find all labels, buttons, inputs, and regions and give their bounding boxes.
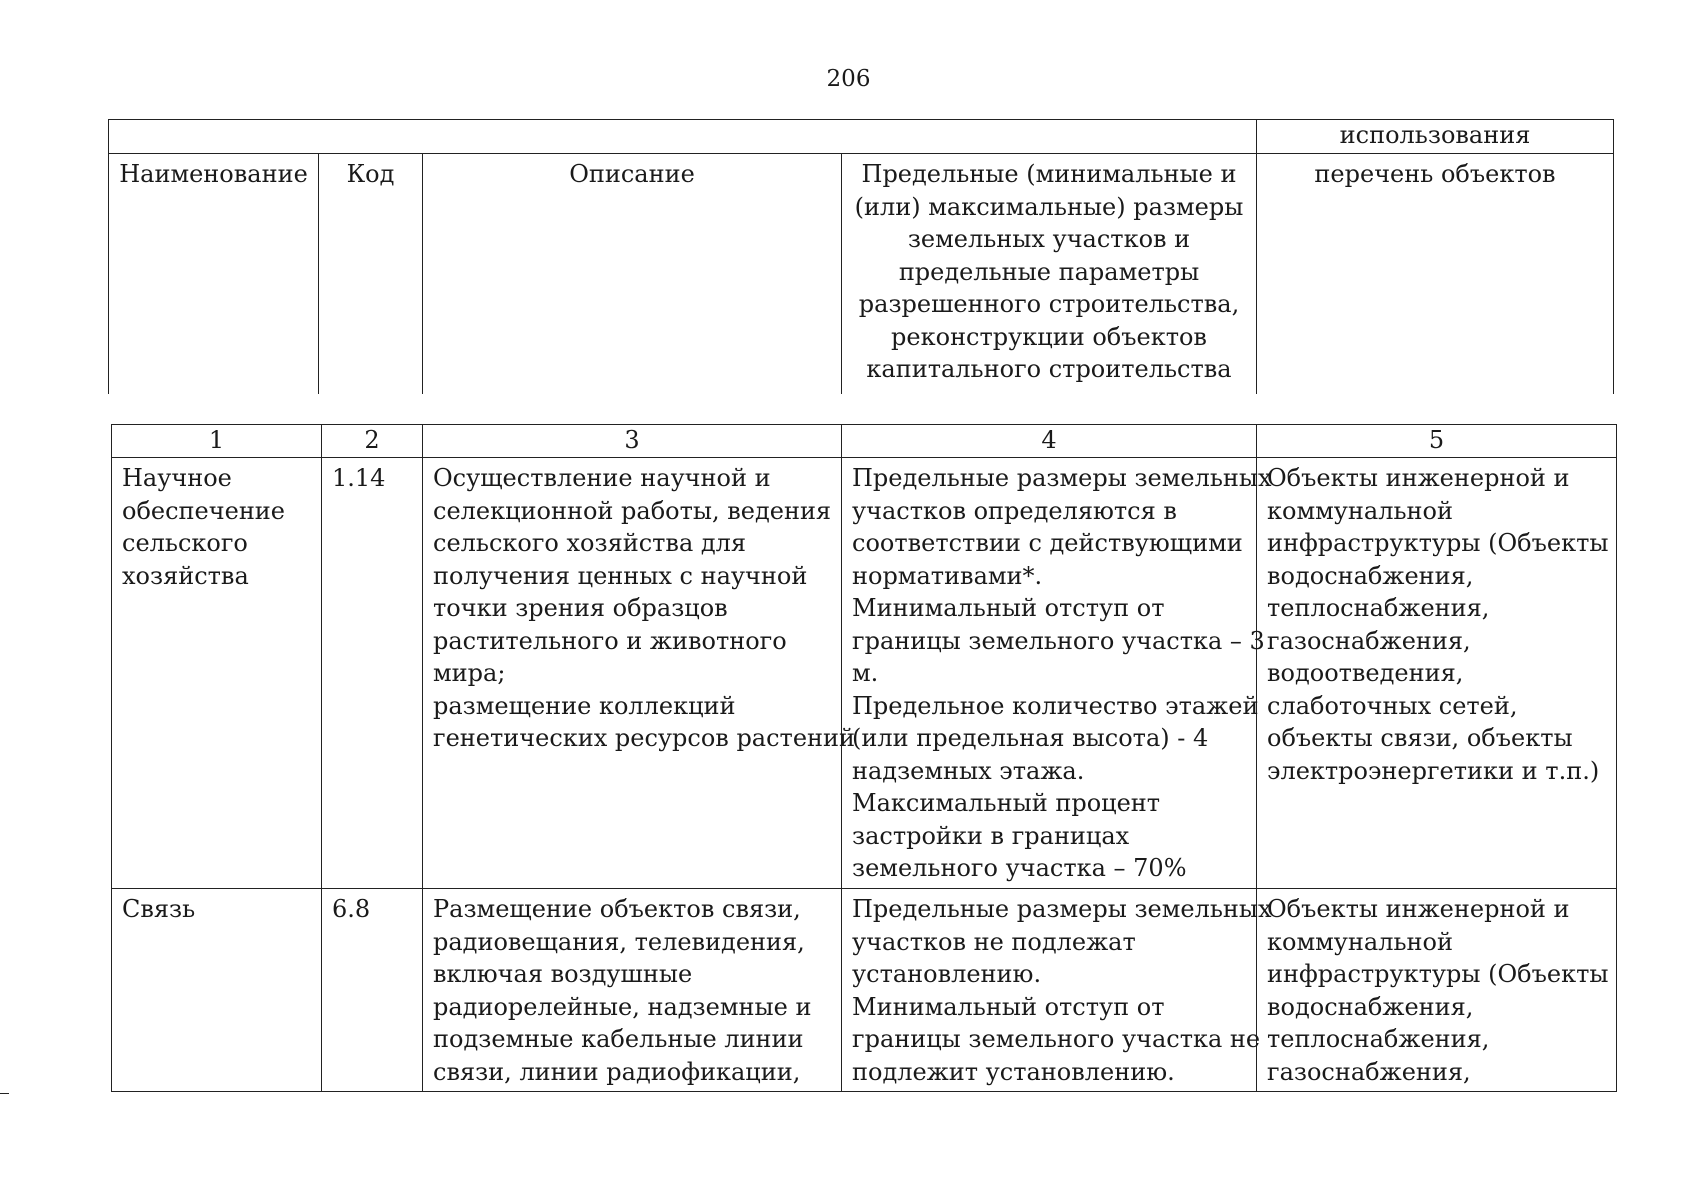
cell-line: границы земельного участка не xyxy=(852,1025,1261,1053)
header-col-limits-line: реконструкции объектов xyxy=(891,322,1207,351)
cell-line: подлежит установлению. xyxy=(852,1057,1175,1086)
cell-line: хозяйства xyxy=(122,561,249,590)
cell-line: Максимальный процент xyxy=(852,789,1161,817)
header-top-row xyxy=(109,120,1614,154)
cell-line: получения ценных с научной xyxy=(433,561,808,590)
cell-line: радиовещания, телевидения, xyxy=(433,927,805,956)
header-col-limits xyxy=(842,154,1257,395)
header-col-limits-line: капитального строительства xyxy=(866,355,1232,383)
cell-line: нормативами*. xyxy=(852,561,1043,590)
cell-line: надземных этажа. xyxy=(852,756,1085,785)
cell-line: соответствии с действующими xyxy=(852,529,1243,557)
header-col-name: Наименование xyxy=(109,154,319,395)
cell-line: подземные кабельные линии xyxy=(433,1025,804,1053)
table-row xyxy=(112,889,1617,1092)
cell-line: Предельные размеры земельных xyxy=(852,895,1272,923)
cell-line: Минимальный отступ от xyxy=(852,594,1165,622)
cell-line: границы земельного участка – 3 xyxy=(852,626,1265,655)
cell-line: земельного участка – 70% xyxy=(852,854,1187,882)
cell-line: водоснабжения, xyxy=(1267,561,1474,590)
cell-line: электроэнергетики и т.п.) xyxy=(1267,756,1600,785)
header-col-description: Описание xyxy=(423,154,842,395)
cell-line: Связь xyxy=(122,895,196,923)
cell-line: слаботочных сетей, xyxy=(1267,691,1518,720)
cell-line: Предельные размеры земельных xyxy=(852,464,1272,492)
cell-code: 1.14 xyxy=(322,458,423,889)
header-table xyxy=(108,119,1614,394)
cell-line: теплоснабжения, xyxy=(1267,1025,1490,1053)
cell-line: включая воздушные xyxy=(433,960,693,988)
cell-limits xyxy=(842,458,1272,889)
cell-line: м. xyxy=(852,659,879,687)
cell-line: мира; xyxy=(433,659,506,687)
cell-line: Научное xyxy=(122,464,232,492)
cell-code: 6.8 xyxy=(322,889,423,1092)
cell-line: инфраструктуры (Объекты xyxy=(1267,529,1609,557)
cell-line: точки зрения образцов xyxy=(433,594,728,622)
cell-line: радиорелейные, надземные и xyxy=(433,992,812,1021)
cell-line: газоснабжения, xyxy=(1267,1057,1471,1086)
header-col-limits-line: разрешенного строительства, xyxy=(858,290,1240,318)
cell-line: застройки в границах xyxy=(852,821,1130,850)
header-top-right-cell: использования xyxy=(1257,120,1614,154)
cell-line: Предельное количество этажей xyxy=(852,691,1259,720)
cell-line: Размещение объектов связи, xyxy=(433,895,801,923)
page-number: 206 xyxy=(826,66,871,92)
header-col-objects: перечень объектов xyxy=(1257,154,1614,395)
cell-line: растительного и животного xyxy=(433,626,787,655)
cell-line: Минимальный отступ от xyxy=(852,992,1165,1021)
table-row xyxy=(112,458,1617,889)
column-number-row xyxy=(112,425,1617,458)
cell-line: коммунальной xyxy=(1267,496,1453,525)
cell-limits xyxy=(842,889,1272,1092)
cell-line: сельского xyxy=(122,529,248,557)
cell-line: объекты связи, объекты xyxy=(1267,724,1573,752)
cell-name xyxy=(112,458,322,889)
cell-line: обеспечение xyxy=(122,496,286,525)
cell-line: генетических ресурсов растений xyxy=(433,724,856,752)
data-table xyxy=(111,424,1617,1092)
cell-line: водоотведения, xyxy=(1267,659,1464,687)
column-number: 1 xyxy=(112,425,322,458)
header-col-limits-line: предельные параметры xyxy=(898,257,1200,286)
column-number: 2 xyxy=(322,425,423,458)
margin-mark xyxy=(0,1093,9,1094)
column-number: 4 xyxy=(842,425,1257,458)
cell-line: водоснабжения, xyxy=(1267,992,1474,1021)
cell-line: Объекты инженерной и xyxy=(1267,895,1570,923)
cell-name xyxy=(112,889,322,1092)
cell-line: связи, линии радиофикации, xyxy=(433,1057,801,1086)
header-col-limits-line: земельных участков и xyxy=(907,225,1191,253)
cell-line: Объекты инженерной и xyxy=(1267,464,1570,492)
cell-description xyxy=(423,889,842,1092)
cell-line: коммунальной xyxy=(1267,927,1453,956)
header-label-row xyxy=(109,154,1614,395)
cell-line: инфраструктуры (Объекты xyxy=(1267,960,1609,988)
cell-objects xyxy=(1257,458,1617,889)
cell-line: (или предельная высота) - 4 xyxy=(852,724,1209,752)
cell-description xyxy=(423,458,856,889)
cell-line: селекционной работы, ведения xyxy=(433,496,832,525)
cell-line: участков не подлежат xyxy=(852,927,1136,956)
header-col-code: Код xyxy=(319,154,423,395)
cell-line: размещение коллекций xyxy=(433,691,736,720)
cell-line: газоснабжения, xyxy=(1267,626,1471,655)
cell-line: Осуществление научной и xyxy=(433,464,771,492)
column-number: 5 xyxy=(1257,425,1617,458)
cell-line: теплоснабжения, xyxy=(1267,594,1490,622)
cell-line: участков определяются в xyxy=(852,496,1177,525)
header-col-limits-line: (или) максимальные) размеры xyxy=(854,192,1244,221)
column-number: 3 xyxy=(423,425,842,458)
header-col-limits-line: Предельные (минимальные и xyxy=(861,160,1237,188)
cell-line: установлению. xyxy=(852,960,1042,988)
header-top-empty-cell xyxy=(109,120,1257,154)
cell-objects xyxy=(1257,889,1617,1092)
cell-line: сельского хозяйства для xyxy=(433,529,747,557)
